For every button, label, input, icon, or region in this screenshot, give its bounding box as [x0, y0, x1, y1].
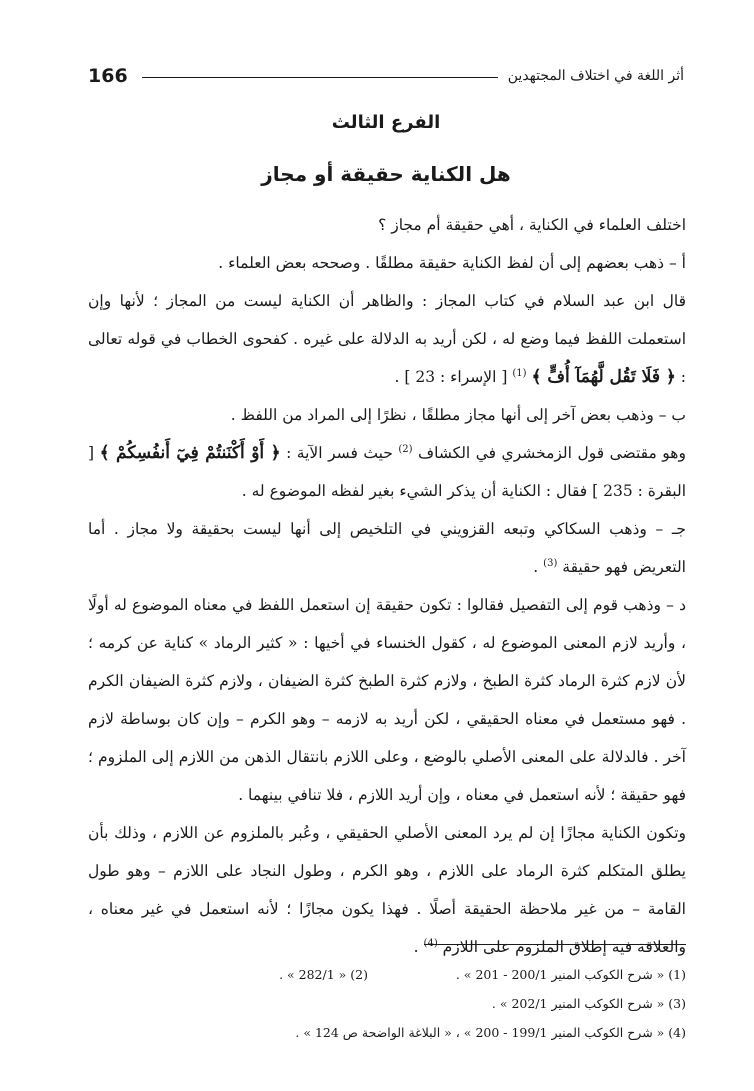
footnote-ref: (1) — [512, 367, 527, 379]
page-number: 166 — [88, 65, 128, 87]
paragraph-zamakhshari — [88, 434, 686, 510]
page-header — [88, 62, 684, 90]
quran-verse: ﴿ أَوْ أَكْنَنتُمْ فِيٓ أَنفُسِكُمْ ﴾ — [99, 443, 281, 463]
body-text — [88, 206, 686, 966]
footnote-ref: (4) — [423, 937, 438, 949]
paragraph-d: د – وذهب قوم إلى التفصيل فقالوا : تكون حقيقة إن استعمل اللفظ في معناه الموضوع له أولًا ، وأريد لازم المعنى الموضوع له ، كقول الخنساء في أخيها : « كثير الرماد » كناية عن كرمه ؛ لأن لازم كثرة الرماد كثرة الطبخ ، ولازم كثرة الطبخ كثرة الضيفان ، ولازم كثرة الضيفان الكرم . فهو مستعمل في معناه الحقيقي ، لكن أريد به لازمه – وهو الكرم – وإن كان بوساطة لازم آخر . فالدلالة على المعنى الأصلي بالوضع ، وعلى اللازم بانتقال الذهن من اللازم إلى الملزوم ؛ فهو حقيقة ؛ لأنه استعمل في معناه ، وإن أريد اللازم ، فلا تنافي بينهما . — [88, 596, 686, 804]
paragraph-text: جـ – وذهب السكاكي وتبعه القزويني في التلخيص إلى أنها ليست بحقيقة ولا مجاز . أما التعريض فهو حقيقة — [88, 520, 686, 576]
paragraph-intro: اختلف العلماء في الكناية ، أهي حقيقة أم مجاز ؟ — [378, 216, 686, 234]
footnotes — [88, 960, 686, 1047]
paragraph-text: وهو مقتضى قول الزمخشري في الكشاف — [418, 444, 686, 462]
footnote-3: (3) « شرح الكوكب المنير 202/1 » . — [491, 996, 686, 1011]
footnote-ref: (2) — [398, 443, 413, 455]
footnote-row — [88, 1018, 686, 1047]
quran-verse: ﴿ فَلَا تَقُل لَّهُمَآ أُفٍّ ﴾ — [531, 367, 676, 387]
paragraph-text: . — [533, 558, 539, 576]
paragraph-text: حيث فسر الآية : — [286, 444, 393, 462]
paragraph-text: . — [413, 938, 419, 956]
footnote-rule — [424, 944, 686, 945]
paragraph-b: ب – وذهب بعض آخر إلى أنها مجاز مطلقًا ، نظرًا إلى المراد من اللفظ . — [230, 406, 686, 424]
paragraph-text: وتكون الكناية مجازًا إن لم يرد المعنى الأصلي الحقيقي ، وعُبر بالملزوم عن اللازم ، وذلك بأن يطلق المتكلم كثرة الرماد على اللازم ، وهو الكرم ، وطول النجاد على اللازم – وهو طول القامة – من غير ملاحظة الحقيقة أصلًا . فهذا يكون مجازًا ؛ لأنه استعمل في غير معناه ، والعلاقة فيه إطلاق الملزوم على اللازم — [88, 824, 686, 956]
footnote-row — [88, 989, 686, 1018]
footnote-1: (1) « شرح الكوكب المنير 200/1 - 201 » . — [455, 967, 686, 982]
footnote-row — [88, 960, 686, 989]
footnote-4: (4) « شرح الكوكب المنير 199/1 - 200 » ، « البلاغة الواضحة ص 124 » . — [295, 1025, 686, 1040]
section-subtitle: هل الكناية حقيقة أو مجاز — [261, 162, 511, 186]
paragraph-text: [ البقرة : 235 ] فقال : الكناية أن يذكر الشيء بغير لفظه الموضوع له . — [88, 444, 686, 500]
footnote-ref: (3) — [543, 557, 558, 569]
verse-citation: [ الإسراء : 23 ] . — [394, 368, 508, 386]
header-rule — [142, 77, 498, 78]
paragraph-a: أ – ذهب بعضهم إلى أن لفظ الكناية حقيقة مطلقًا . وصححه بعض العلماء . — [218, 254, 686, 272]
paragraph-text: قال ابن عبد السلام في كتاب المجاز : والظاهر أن الكناية ليست من المجاز ؛ لأنها وإن استعملت اللفظ فيما وضع له ، لكن أريد به الدلالة على غيره . كفحوى الخطاب في قوله تعالى : — [88, 292, 686, 386]
paragraph-c — [88, 510, 686, 586]
footnote-2: (2) « 282/1 » . — [279, 967, 368, 982]
running-title: أثر اللغة في اختلاف المجتهدين — [507, 68, 684, 84]
section-title: الفرع الثالث — [331, 112, 441, 133]
paragraph-ibn-abd-salam — [88, 282, 686, 396]
